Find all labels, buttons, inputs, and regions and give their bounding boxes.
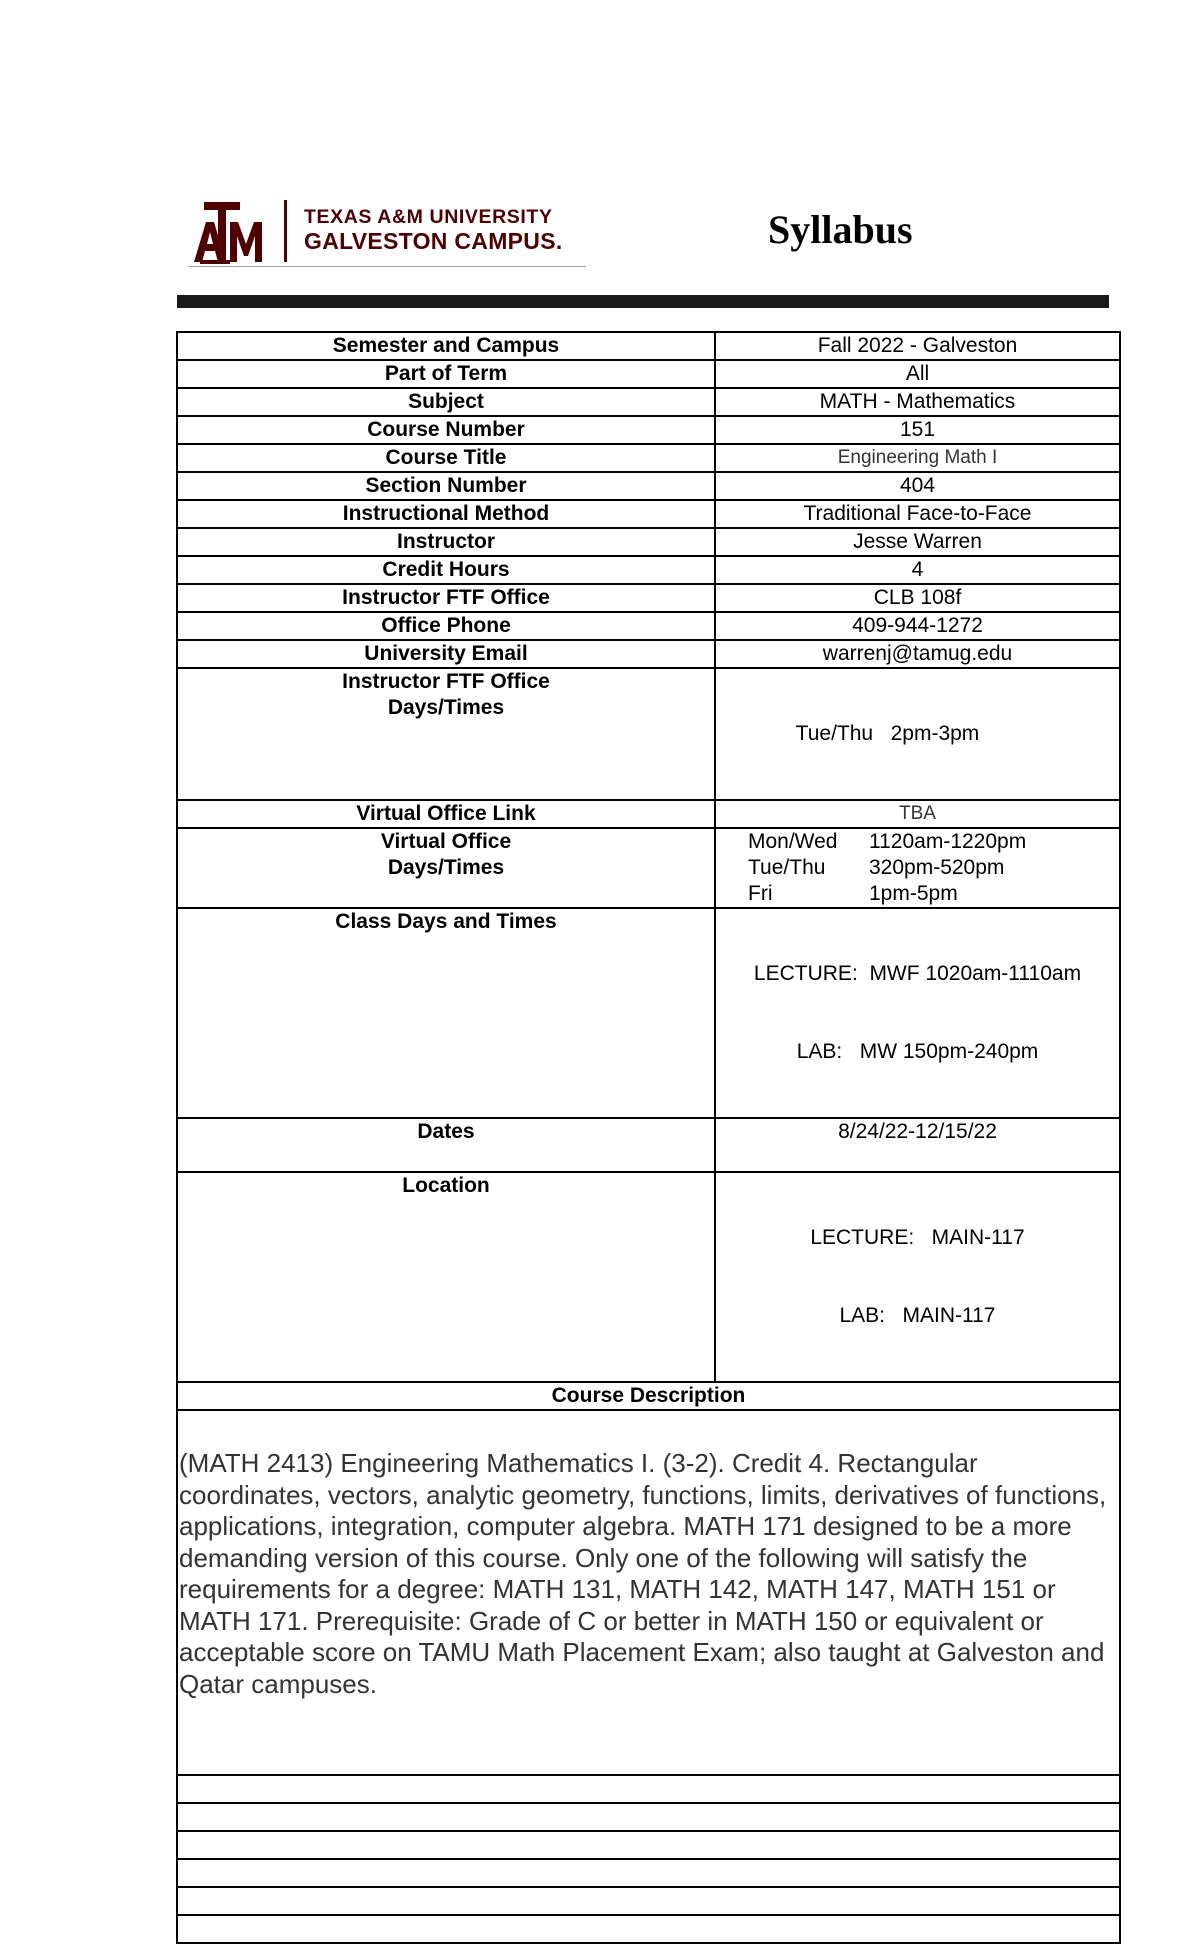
- row-value: MATH - Mathematics: [715, 388, 1120, 416]
- dates-row: [177, 1118, 1120, 1172]
- row-value: Jesse Warren: [715, 528, 1120, 556]
- virtual-hours-row: [177, 828, 1120, 908]
- row-label: Instructor: [177, 528, 715, 556]
- row-label: Semester and Campus: [177, 332, 715, 360]
- email-value: warrenj@tamug.edu: [715, 640, 1120, 668]
- row-value: Fall 2022 - Galveston: [715, 332, 1120, 360]
- table-row: [177, 472, 1120, 500]
- office-hours-row: [177, 668, 1120, 800]
- dates-label: Dates: [177, 1118, 715, 1172]
- course-info-table: [176, 331, 1121, 1944]
- row-value: 151: [715, 416, 1120, 444]
- header-divider: [177, 295, 1109, 308]
- course-description-heading-row: [177, 1382, 1120, 1410]
- table-row: [177, 444, 1120, 472]
- blank-row: [177, 1803, 1120, 1831]
- location-value: LECTURE: MAIN-117 LAB: MAIN-117: [715, 1172, 1120, 1382]
- virtual-hours-label: Virtual Office Days/Times: [177, 828, 715, 908]
- virtual-hours-value: [715, 828, 1120, 908]
- atm-logo-icon: [192, 200, 266, 264]
- blank-row: [177, 1915, 1120, 1943]
- row-label: Office Phone: [177, 612, 715, 640]
- schedule-entry: Tue/Thu 320pm-520pm: [748, 856, 1005, 879]
- row-label: Course Title: [177, 444, 715, 472]
- row-label: Credit Hours: [177, 556, 715, 584]
- table-row: [177, 612, 1120, 640]
- row-label: Virtual Office Link: [177, 800, 715, 828]
- row-label: Course Number: [177, 416, 715, 444]
- row-label: Part of Term: [177, 360, 715, 388]
- row-label: Instructional Method: [177, 500, 715, 528]
- row-value: Engineering Math I: [715, 444, 1120, 472]
- course-description-row: [177, 1410, 1120, 1775]
- blank-row: [177, 1887, 1120, 1915]
- row-value: All: [715, 360, 1120, 388]
- row-label: Section Number: [177, 472, 715, 500]
- table-row: [177, 360, 1120, 388]
- table-row: [177, 332, 1120, 360]
- logo-university-name: TEXAS A&M UNIVERSITY: [304, 206, 553, 228]
- row-value: 409-944-1272: [715, 612, 1120, 640]
- location-row: [177, 1172, 1120, 1382]
- office-hours-value: Tue/Thu 2pm-3pm: [715, 668, 1120, 800]
- table-row: [177, 584, 1120, 612]
- logo-campus-name: GALVESTON CAMPUS.: [304, 228, 563, 254]
- blank-row: [177, 1775, 1120, 1803]
- virtual-link-value: TBA: [715, 800, 1120, 828]
- row-value: Traditional Face-to-Face: [715, 500, 1120, 528]
- office-hours-label: Instructor FTF Office Days/Times: [177, 668, 715, 800]
- virtual-link-row: [177, 800, 1120, 828]
- row-label: Instructor FTF Office: [177, 584, 715, 612]
- row-label: Subject: [177, 388, 715, 416]
- dates-value: 8/24/22-12/15/22: [715, 1118, 1120, 1172]
- blank-row: [177, 1831, 1120, 1859]
- logo-underline: [188, 266, 586, 267]
- table-row: [177, 388, 1120, 416]
- schedule-entry: Mon/Wed 1120am-1220pm: [748, 830, 1027, 853]
- table-row: [177, 528, 1120, 556]
- location-label: Location: [177, 1172, 715, 1382]
- row-value: 404: [715, 472, 1120, 500]
- class-times-label: Class Days and Times: [177, 908, 715, 1118]
- class-times-value: LECTURE: MWF 1020am-1110am LAB: MW 150pm-240pm: [715, 908, 1120, 1118]
- university-logo: [188, 198, 586, 270]
- table-row: [177, 640, 1120, 668]
- blank-row: [177, 1859, 1120, 1887]
- class-times-row: [177, 908, 1120, 1118]
- row-value: CLB 108f: [715, 584, 1120, 612]
- row-value: 4: [715, 556, 1120, 584]
- row-label: University Email: [177, 640, 715, 668]
- logo-divider: [284, 200, 287, 262]
- course-description-heading: Course Description: [177, 1382, 1120, 1410]
- schedule-entry: Fri 1pm-5pm: [748, 882, 958, 905]
- table-row: [177, 500, 1120, 528]
- course-description-text: (MATH 2413) Engineering Mathematics I. (3-2). Credit 4. Rectangular coordinates, vectors, analytic geometry, functions, limits, derivatives of functions, applications, integration, computer algebra. MATH 171 designed to be a more demanding version of this course. Only one of the following will satisfy the requirements for a degree: MATH 131, MATH 142, MATH 147, MATH 151 or MATH 171. Prerequisite: Grade of C or better in MATH 150 or equivalent or acceptable score on TAMU Math Placement Exam; also taught at Galveston and Qatar campuses.: [177, 1410, 1120, 1775]
- table-row: [177, 556, 1120, 584]
- page-title: Syllabus: [768, 207, 913, 252]
- table-row: [177, 416, 1120, 444]
